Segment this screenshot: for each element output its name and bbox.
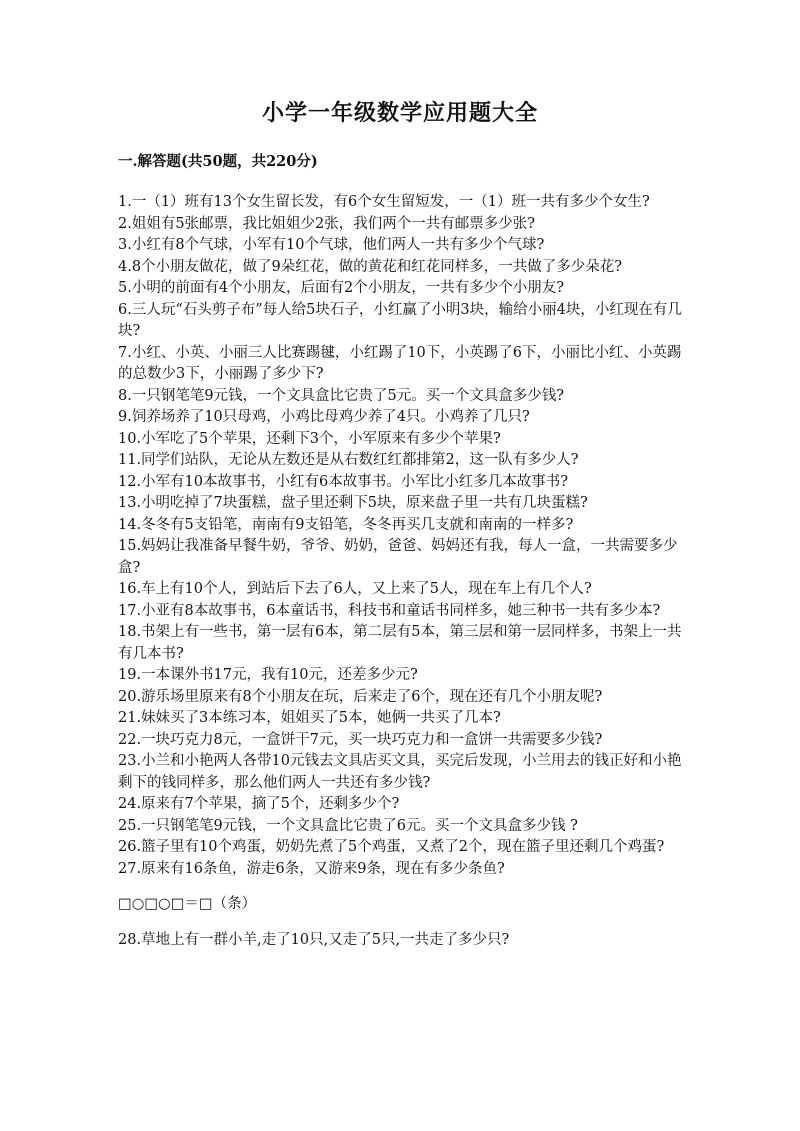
question-item: 27.原来有16条鱼，游走6条，又游来9条，现在有多少条鱼? xyxy=(118,860,505,877)
question-item: 21.妹妹买了3本练习本，姐姐买了5本，她俩一共买了几本? xyxy=(118,710,501,726)
section-heading: 一.解答题(共50题，共220分) xyxy=(118,153,318,170)
question-item: 15.妈妈让我准备早餐牛奶，爷爷、奶奶，爸爸、妈妈还有我，每人一盒，一共需要多少盒? xyxy=(118,538,678,576)
question-item: 12.小军有10本故事书，小红有6本故事书。小军比小红多几本故事书? xyxy=(118,473,569,490)
question-item: 8.一只钢笔笔9元钱，一个文具盒比它贵了5元。买一个文具盒多少钱? xyxy=(118,387,565,404)
question-item: 9.饲养场养了10只母鸡，小鸡比母鸡少养了4只。小鸡养了几只? xyxy=(118,409,530,425)
question-item: 19.一本课外书17元，我有10元，还差多少元? xyxy=(118,667,418,683)
question-list-continued xyxy=(118,930,682,952)
question-item: 24.原来有7个苹果，摘了5个，还剩多少个? xyxy=(118,796,400,812)
question-item: 25.一只钢笔笔9元钱，一个文具盒比它贵了6元。买一个文具盒多少钱 ? xyxy=(118,817,578,834)
question-item: 3.小红有8个气球，小军有10个气球，他们两人一共有多少个气球? xyxy=(118,237,545,253)
question-item: 2.姐姐有5张邮票，我比姐姐少2张，我们两个一共有邮票多少张? xyxy=(118,215,536,232)
question-item: 23.小兰和小艳两人各带10元钱去文具店买文具，买完后发现，小兰用去的钱正好和小艳剩下的钱同样多，那么他们两人一共还有多少钱? xyxy=(118,753,682,791)
question-item: 13.小明吃掉了7块蛋糕，盘子里还剩下5块，原来盘子里一共有几块蛋糕? xyxy=(118,495,588,511)
question-item: 22.一块巧克力8元，一盒饼干7元，买一块巧克力和一盒饼一共需要多少钱? xyxy=(118,731,603,748)
question-item: 28.草地上有一群小羊,走了10只,又走了5只,一共走了多少只? xyxy=(118,932,510,948)
question-item: 10.小军吃了5个苹果，还剩下3个，小军原来有多少个苹果? xyxy=(118,430,501,447)
answer-formula: □○□○□＝□（条） xyxy=(118,896,257,912)
question-item: 26.篮子里有10个鸡蛋，奶奶先煮了5个鸡蛋，又煮了2个，现在篮子里还剩几个鸡蛋? xyxy=(118,839,665,855)
question-item: 6.三人玩“石头剪子布”每人给5块石子，小红赢了小明3块，输给小丽4块，小红现在有几块? xyxy=(118,301,682,339)
question-list xyxy=(118,192,682,880)
question-item: 1.一（1）班有13个女生留长发，有6个女生留短发，一（1）班一共有多少个女生? xyxy=(118,194,650,210)
document-title: 小学一年级数学应用题大全 xyxy=(261,100,538,126)
question-item: 11.同学们站队，无论从左数还是从右数红红都排第2，这一队有多少人? xyxy=(118,452,579,468)
question-item: 17.小亚有8本故事书，6本童话书，科技书和童话书同样多，她三种书一共有多少本? xyxy=(118,602,661,619)
question-item: 7.小红、小英、小丽三人比赛踢毽，小红踢了10下，小英踢了6下，小丽比小红、小英踢的总数少3下，小丽踢了多少下? xyxy=(118,344,682,382)
question-item: 20.游乐场里原来有8个小朋友在玩，后来走了6个，现在还有几个小朋友呢? xyxy=(118,688,603,705)
question-item: 4.8个小朋友做花，做了9朵红花，做的黄花和红花同样多，一共做了多少朵花? xyxy=(118,258,623,275)
question-item: 16.车上有10个人，到站后下去了6人，又上来了5人，现在车上有几个人? xyxy=(118,581,592,597)
question-item: 18.书架上有一些书，第一层有6本，第二层有5本，第三层和第一层同样多，书架上一共有几本书? xyxy=(118,624,682,662)
question-item: 14.冬冬有5支铅笔，南南有9支铅笔，冬冬再买几支就和南南的一样多? xyxy=(118,516,574,533)
question-item: 5.小明的前面有4个小朋友，后面有2个小朋友，一共有多少个小朋友? xyxy=(118,280,565,296)
